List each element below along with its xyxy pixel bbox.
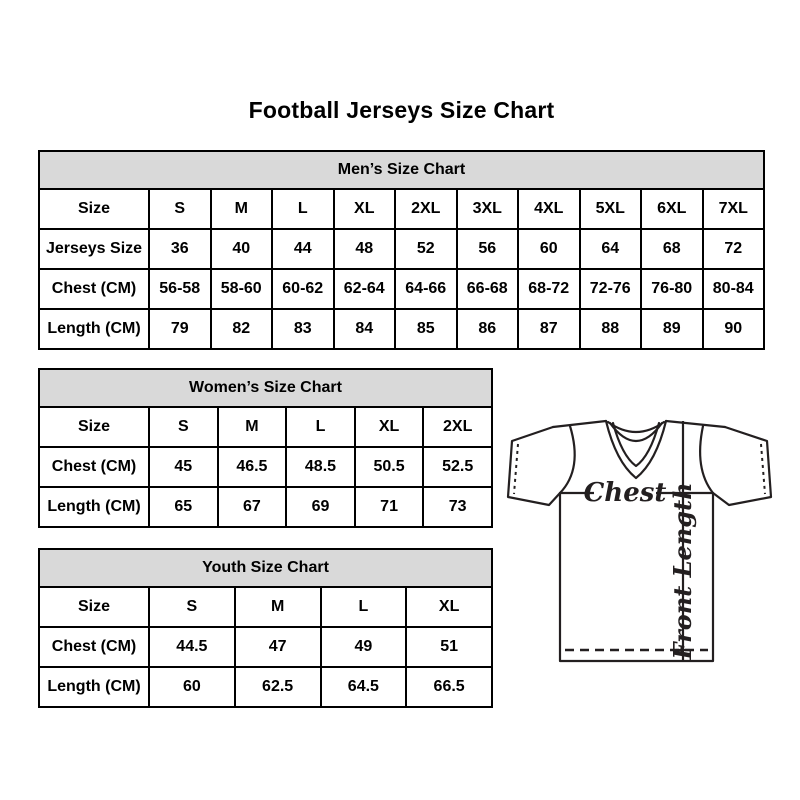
table-cell: M xyxy=(211,189,273,229)
table-header-row xyxy=(39,549,492,587)
table-cell: 76-80 xyxy=(641,269,703,309)
table-cell: 69 xyxy=(286,487,355,527)
row-label: Size xyxy=(39,407,149,447)
table-cell: 68 xyxy=(641,229,703,269)
jersey-measurement-diagram xyxy=(503,414,775,666)
table-cell: 65 xyxy=(149,487,218,527)
table-cell: 45 xyxy=(149,447,218,487)
table-cell: 80-84 xyxy=(703,269,765,309)
row-label: Length (CM) xyxy=(39,309,149,349)
row-label: Length (CM) xyxy=(39,487,149,527)
table-cell: 56-58 xyxy=(149,269,211,309)
table-cell: 2XL xyxy=(395,189,457,229)
table-row xyxy=(39,269,764,309)
table-cell: 62-64 xyxy=(334,269,396,309)
table-cell: 64-66 xyxy=(395,269,457,309)
table-cell: 56 xyxy=(457,229,519,269)
table-cell: XL xyxy=(334,189,396,229)
table-cell: 60 xyxy=(518,229,580,269)
chest-label: Chest xyxy=(583,478,667,508)
table-cell: 66-68 xyxy=(457,269,519,309)
table-cell: 60-62 xyxy=(272,269,334,309)
jersey-diagram-icon xyxy=(503,414,775,666)
mens-table-title: Men’s Size Chart xyxy=(39,151,764,189)
mens-size-table xyxy=(38,150,765,350)
table-cell: 60 xyxy=(149,667,235,707)
table-cell: 48.5 xyxy=(286,447,355,487)
table-cell: XL xyxy=(355,407,424,447)
table-cell: 84 xyxy=(334,309,396,349)
table-cell: 51 xyxy=(406,627,492,667)
table-cell: 3XL xyxy=(457,189,519,229)
table-cell: 72-76 xyxy=(580,269,642,309)
table-cell: 79 xyxy=(149,309,211,349)
row-label: Chest (CM) xyxy=(39,447,149,487)
row-label: Chest (CM) xyxy=(39,627,149,667)
table-cell: L xyxy=(286,407,355,447)
table-cell: S xyxy=(149,189,211,229)
table-cell: 62.5 xyxy=(235,667,321,707)
youth-table-title: Youth Size Chart xyxy=(39,549,492,587)
row-label: Chest (CM) xyxy=(39,269,149,309)
table-cell: 88 xyxy=(580,309,642,349)
table-cell: 46.5 xyxy=(218,447,287,487)
table-cell: 82 xyxy=(211,309,273,349)
row-label: Size xyxy=(39,189,149,229)
table-cell: 52 xyxy=(395,229,457,269)
youth-size-table xyxy=(38,548,493,708)
table-cell: 64.5 xyxy=(321,667,407,707)
table-cell: 44 xyxy=(272,229,334,269)
table-cell: 71 xyxy=(355,487,424,527)
table-row xyxy=(39,229,764,269)
table-cell: 49 xyxy=(321,627,407,667)
table-cell: 72 xyxy=(703,229,765,269)
table-row xyxy=(39,627,492,667)
table-cell: 89 xyxy=(641,309,703,349)
table-header-row xyxy=(39,151,764,189)
womens-size-table xyxy=(38,368,493,528)
front-length-label: Front Length xyxy=(668,482,697,660)
row-label: Length (CM) xyxy=(39,667,149,707)
table-cell: 47 xyxy=(235,627,321,667)
table-cell: 2XL xyxy=(423,407,492,447)
table-cell: 83 xyxy=(272,309,334,349)
row-label: Size xyxy=(39,587,149,627)
table-row xyxy=(39,189,764,229)
table-cell: M xyxy=(218,407,287,447)
table-cell: 85 xyxy=(395,309,457,349)
table-cell: XL xyxy=(406,587,492,627)
table-header-row xyxy=(39,369,492,407)
table-cell: 68-72 xyxy=(518,269,580,309)
table-cell: 50.5 xyxy=(355,447,424,487)
table-row xyxy=(39,587,492,627)
table-cell: S xyxy=(149,407,218,447)
table-row xyxy=(39,487,492,527)
table-row xyxy=(39,447,492,487)
table-cell: 52.5 xyxy=(423,447,492,487)
table-cell: 7XL xyxy=(703,189,765,229)
table-cell: 64 xyxy=(580,229,642,269)
page-title: Football Jerseys Size Chart xyxy=(248,97,555,123)
table-row xyxy=(39,407,492,447)
table-cell: 44.5 xyxy=(149,627,235,667)
table-cell: 86 xyxy=(457,309,519,349)
table-cell: 36 xyxy=(149,229,211,269)
womens-table-title: Women’s Size Chart xyxy=(39,369,492,407)
table-cell: 73 xyxy=(423,487,492,527)
table-cell: 66.5 xyxy=(406,667,492,707)
table-cell: L xyxy=(272,189,334,229)
table-cell: M xyxy=(235,587,321,627)
table-cell: 67 xyxy=(218,487,287,527)
row-label: Jerseys Size xyxy=(39,229,149,269)
table-cell: 40 xyxy=(211,229,273,269)
table-cell: 58-60 xyxy=(211,269,273,309)
table-row xyxy=(39,667,492,707)
table-cell: 5XL xyxy=(580,189,642,229)
table-cell: 87 xyxy=(518,309,580,349)
table-cell: 90 xyxy=(703,309,765,349)
table-cell: S xyxy=(149,587,235,627)
table-row xyxy=(39,309,764,349)
table-cell: 4XL xyxy=(518,189,580,229)
table-cell: 6XL xyxy=(641,189,703,229)
table-cell: 48 xyxy=(334,229,396,269)
table-cell: L xyxy=(321,587,407,627)
